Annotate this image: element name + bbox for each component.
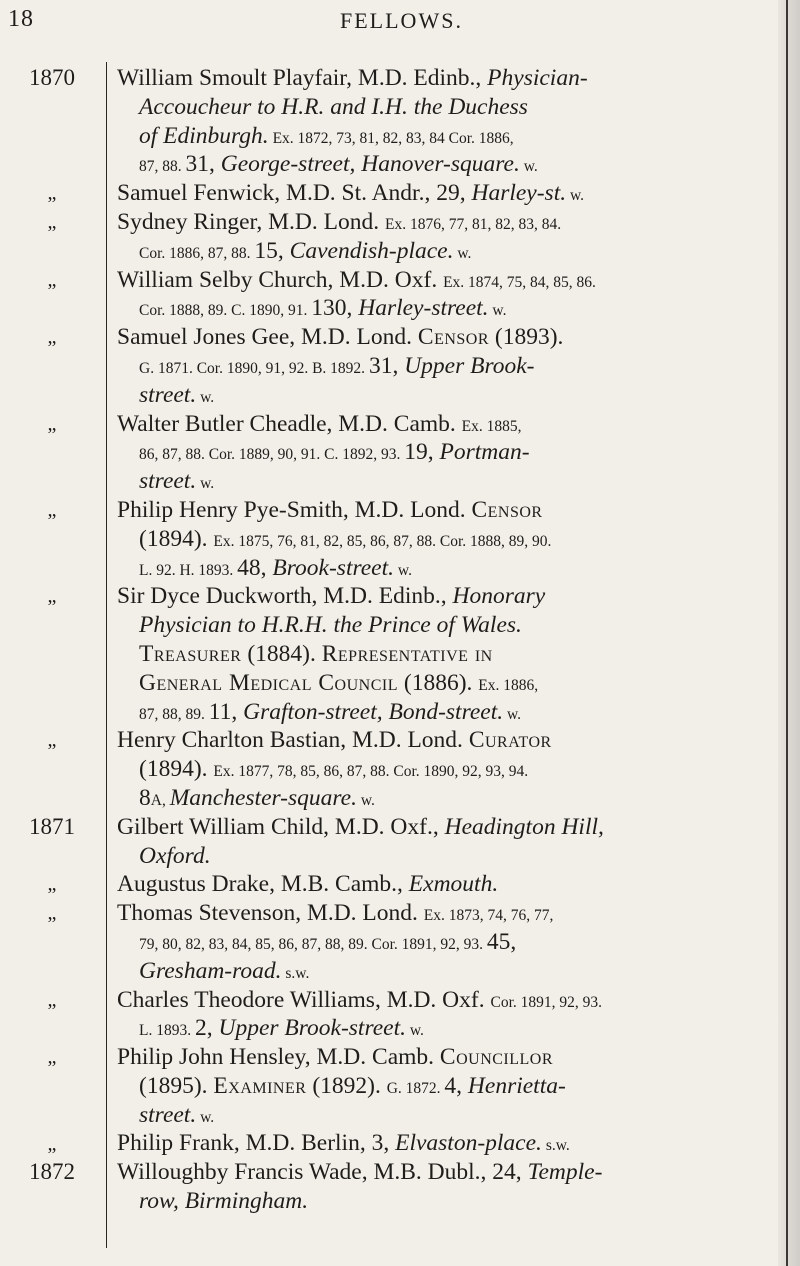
- entry-first-line: [117, 208, 785, 237]
- entry-continuation-line: [117, 755, 785, 784]
- address-text: Gresham-road.: [139, 957, 282, 984]
- fellow-entry: [117, 813, 785, 871]
- address-text: George-street, Hanover-square.: [220, 151, 520, 178]
- page-header: [0, 6, 800, 42]
- office-title: Examiner: [213, 1072, 307, 1099]
- entry-text: 19,: [404, 439, 440, 466]
- office-title: Councillor: [439, 1044, 554, 1071]
- entry-continuation-line: [117, 554, 785, 583]
- entry-first-line: [117, 986, 785, 1015]
- address-text: Honorary: [452, 583, 546, 610]
- address-text: Upper Brook-: [404, 352, 535, 379]
- entry-text: (1886).: [398, 669, 479, 696]
- appointment-record: w.: [566, 187, 585, 205]
- entry-text: Gilbert William Child, M.D. Oxf.,: [117, 813, 445, 840]
- appointment-record: Ex. 1872, 73, 81, 82, 83, 84 Cor. 1886,: [268, 129, 514, 147]
- address-text: Headington Hill,: [444, 813, 604, 840]
- office-title: Censor: [417, 324, 490, 351]
- entry-continuation-line: [117, 122, 785, 151]
- fellow-entry: [117, 179, 785, 208]
- entry-text: William Selby Church, M.D. Oxf.: [117, 266, 444, 293]
- appointment-record: w.: [406, 1022, 424, 1040]
- entry-text: Willoughby Francis Wade, M.B. Dubl., 24,: [117, 1159, 528, 1186]
- entry-continuation-line: [117, 784, 785, 813]
- entry-first-line: [117, 726, 785, 755]
- entry-text: (1893).: [489, 324, 564, 351]
- entry-text: 45,: [486, 928, 517, 955]
- address-text: Henrietta-: [467, 1072, 566, 1099]
- election-year: 1872: [29, 1159, 75, 1185]
- entry-first-line: [117, 266, 785, 295]
- office-title: General Medical Council: [139, 669, 398, 696]
- entry-continuation-line: [117, 467, 785, 496]
- appointment-record: s.w.: [541, 1137, 570, 1155]
- entry-text: 48,: [237, 554, 273, 581]
- fellow-entry: [117, 899, 785, 985]
- address-text: of Edinburgh.: [139, 122, 269, 149]
- entry-text: William Smoult Playfair, M.D. Edinb.,: [117, 65, 488, 91]
- entry-text: (1884).: [241, 640, 322, 667]
- entry-text: 11,: [208, 698, 244, 725]
- address-text: street.: [139, 1101, 197, 1128]
- entry-continuation-line: [117, 1014, 785, 1043]
- address-text: street.: [139, 468, 197, 495]
- appointment-record: Cor. 1888, 89. C. 1890, 91.: [139, 302, 312, 320]
- entry-continuation-line: [117, 698, 785, 727]
- entry-first-line: [117, 496, 785, 525]
- column-divider: [106, 62, 107, 1248]
- entry-text: 4,: [444, 1072, 468, 1099]
- office-title: Censor: [471, 496, 543, 523]
- fellow-entry: [117, 582, 785, 726]
- address-text: street.: [139, 381, 197, 408]
- appointment-record: w.: [503, 705, 522, 723]
- ditto-mark: „: [47, 268, 57, 291]
- fellow-entry: [117, 1043, 785, 1129]
- appointment-record: w.: [519, 158, 538, 176]
- entry-text: Charles Theodore Williams, M.D. Oxf.: [117, 986, 491, 1013]
- entry-continuation-line: [117, 640, 785, 669]
- entry-text: 2,: [194, 1015, 219, 1042]
- entry-first-line: [117, 64, 785, 93]
- binding-line: [786, 0, 788, 1266]
- entry-text: 31,: [368, 352, 405, 379]
- ditto-mark: „: [47, 211, 57, 233]
- appointment-record: L. 1893.: [139, 1022, 195, 1040]
- address-text: Temple-: [527, 1159, 603, 1186]
- address-text: Brook-street.: [272, 554, 395, 581]
- entry-text: 8: [139, 784, 151, 811]
- entry-text: Samuel Fenwick, M.D. St. Andr., 29,: [117, 180, 472, 207]
- ditto-mark: „: [47, 729, 57, 752]
- appointment-record: 87, 88, 89.: [139, 705, 209, 723]
- ditto-mark: „: [47, 873, 57, 896]
- entry-text: Philip Henry Pye-Smith, M.D. Lond.: [117, 496, 472, 523]
- fellow-entry: [117, 496, 785, 582]
- appointment-record: w.: [196, 475, 215, 493]
- entry-first-line: [117, 1158, 785, 1187]
- entry-text: (1894).: [139, 756, 214, 783]
- appointment-record: w.: [356, 791, 375, 809]
- entry-continuation-line: [117, 1072, 785, 1101]
- entry-continuation-line: [117, 669, 785, 698]
- entry-text: Sir Dyce Duckworth, M.D. Edinb.,: [117, 583, 453, 610]
- entry-text: Philip Frank, M.D. Berlin, 3,: [117, 1130, 396, 1157]
- page-number: 18: [8, 6, 34, 32]
- entry-continuation-line: [117, 352, 785, 381]
- entry-text: Philip John Hensley, M.D. Camb.: [117, 1044, 440, 1071]
- entry-continuation-line: [117, 150, 785, 179]
- entry-first-line: [117, 1043, 785, 1072]
- entry-continuation-line: [117, 525, 785, 554]
- entry-text: Walter Butler Cheadle, M.D. Camb.: [117, 410, 462, 437]
- entry-text: 15,: [254, 237, 290, 264]
- entry-continuation-line: [117, 381, 785, 410]
- entry-text: Augustus Drake, M.B. Camb.,: [117, 871, 409, 898]
- appointment-record: Cor. 1886, 87, 88.: [139, 244, 255, 262]
- entry-first-line: [117, 582, 785, 611]
- fellow-entry: [117, 726, 785, 812]
- entry-first-line: [117, 813, 785, 842]
- entry-first-line: [117, 410, 785, 439]
- appointment-record: Ex. 1885,: [461, 417, 522, 435]
- address-text: Upper Brook-street.: [218, 1015, 406, 1042]
- ditto-mark: „: [47, 988, 57, 1011]
- entry-continuation-line: [117, 1187, 785, 1216]
- address-text: row, Birmingham.: [139, 1188, 309, 1215]
- address-text: Cavendish-place.: [289, 237, 454, 264]
- address-text: Portman-: [439, 439, 530, 466]
- address-text: Physician-: [487, 65, 588, 91]
- entry-continuation-line: [117, 1101, 785, 1130]
- address-text: Harley-street.: [358, 295, 489, 322]
- appointment-record: w.: [196, 1108, 215, 1126]
- address-text: Grafton-street, Bond-street.: [243, 698, 504, 725]
- appointment-record: A,: [150, 791, 170, 809]
- fellow-entry: [117, 266, 785, 324]
- office-title: Treasurer: [139, 640, 242, 667]
- ditto-mark: „: [47, 902, 57, 925]
- running-head: FELLOWS.: [340, 8, 463, 33]
- ditto-mark: „: [47, 412, 57, 435]
- entry-continuation-line: [117, 438, 785, 467]
- entry-continuation-line: [117, 611, 785, 640]
- ditto-mark: „: [47, 182, 57, 205]
- entry-text: Samuel Jones Gee, M.D. Lond.: [117, 324, 418, 351]
- entry-text: (1895).: [139, 1072, 214, 1099]
- office-title: Representative in: [321, 640, 493, 667]
- entry-first-line: [117, 179, 785, 208]
- fellow-entry: [117, 64, 785, 179]
- entry-continuation-line: [117, 294, 785, 323]
- appointment-record: Ex. 1876, 77, 81, 82, 83, 84.: [385, 215, 562, 233]
- appointment-record: 79, 80, 82, 83, 84, 85, 86, 87, 88, 89. Cor. 1891, 92, 93.: [139, 935, 487, 953]
- fellow-entry: [117, 208, 785, 266]
- ditto-mark: „: [47, 585, 57, 608]
- entry-text: (1894).: [139, 525, 214, 552]
- election-year: 1871: [29, 813, 75, 839]
- entry-text: Thomas Stevenson, M.D. Lond.: [117, 900, 424, 927]
- appointment-record: Ex. 1873, 74, 76, 77,: [423, 907, 554, 925]
- fellow-entry: [117, 986, 785, 1044]
- address-text: Physician to H.R.H. the Prince of Wales.: [139, 612, 522, 639]
- address-text: Manchester-square.: [169, 784, 357, 811]
- appointment-record: w.: [196, 388, 215, 406]
- appointment-record: Ex. 1874, 75, 84, 85, 86.: [443, 273, 596, 291]
- address-text: Harley-st.: [471, 180, 567, 207]
- entry-first-line: [117, 1129, 785, 1158]
- entry-text: 31,: [185, 151, 221, 178]
- appointment-record: w.: [394, 561, 412, 579]
- ditto-mark: „: [47, 1046, 57, 1069]
- entry-continuation-line: [117, 93, 785, 122]
- entry-text: (1892).: [306, 1072, 387, 1099]
- ditto-mark: „: [47, 499, 57, 521]
- appointment-record: 87, 88.: [139, 158, 186, 176]
- entry-continuation-line: [117, 237, 785, 266]
- fellows-list: [117, 64, 785, 1216]
- ditto-mark: „: [47, 1132, 57, 1155]
- appointment-record: L. 92. H. 1893.: [139, 561, 238, 579]
- entry-first-line: [117, 870, 785, 899]
- entry-first-line: [117, 899, 785, 928]
- entry-text: Sydney Ringer, M.D. Lond.: [117, 208, 385, 235]
- fellow-entry: [117, 870, 785, 899]
- entry-continuation-line: [117, 842, 785, 871]
- appointment-record: w.: [488, 302, 507, 320]
- appointment-record: G. 1872.: [386, 1079, 445, 1097]
- address-text: Exmouth.: [408, 871, 499, 898]
- entry-continuation-line: [117, 957, 785, 986]
- address-text: Elvaston-place.: [395, 1130, 542, 1157]
- appointment-record: G. 1871. Cor. 1890, 91, 92. B. 1892.: [139, 359, 369, 377]
- ditto-mark: „: [47, 326, 57, 349]
- address-text: Accoucheur to H.R. and I.H. the Duchess: [139, 93, 528, 120]
- fellow-entry: [117, 410, 785, 496]
- fellow-entry: [117, 1129, 785, 1158]
- office-title: Curator: [468, 727, 552, 754]
- appointment-record: Cor. 1891, 92, 93.: [490, 993, 603, 1011]
- fellow-entry: [117, 323, 785, 409]
- appointment-record: Ex. 1886,: [478, 676, 539, 694]
- entry-text: 130,: [311, 295, 359, 322]
- entry-continuation-line: [117, 928, 785, 957]
- entry-first-line: [117, 323, 785, 352]
- appointment-record: 86, 87, 88. Cor. 1889, 90, 91. C. 1892, 93.: [139, 446, 405, 464]
- appointment-record: w.: [453, 244, 472, 262]
- appointment-record: s.w.: [281, 964, 310, 982]
- appointment-record: Ex. 1875, 76, 81, 82, 85, 86, 87, 88. Cor. 1888, 89, 90.: [213, 532, 552, 550]
- address-text: Oxford.: [139, 842, 211, 869]
- fellow-entry: [117, 1158, 785, 1216]
- appointment-record: Ex. 1877, 78, 85, 86, 87, 88. Cor. 1890, 92, 93, 94.: [213, 763, 529, 781]
- entry-text: Henry Charlton Bastian, M.D. Lond.: [117, 727, 469, 754]
- election-year: 1870: [29, 65, 75, 90]
